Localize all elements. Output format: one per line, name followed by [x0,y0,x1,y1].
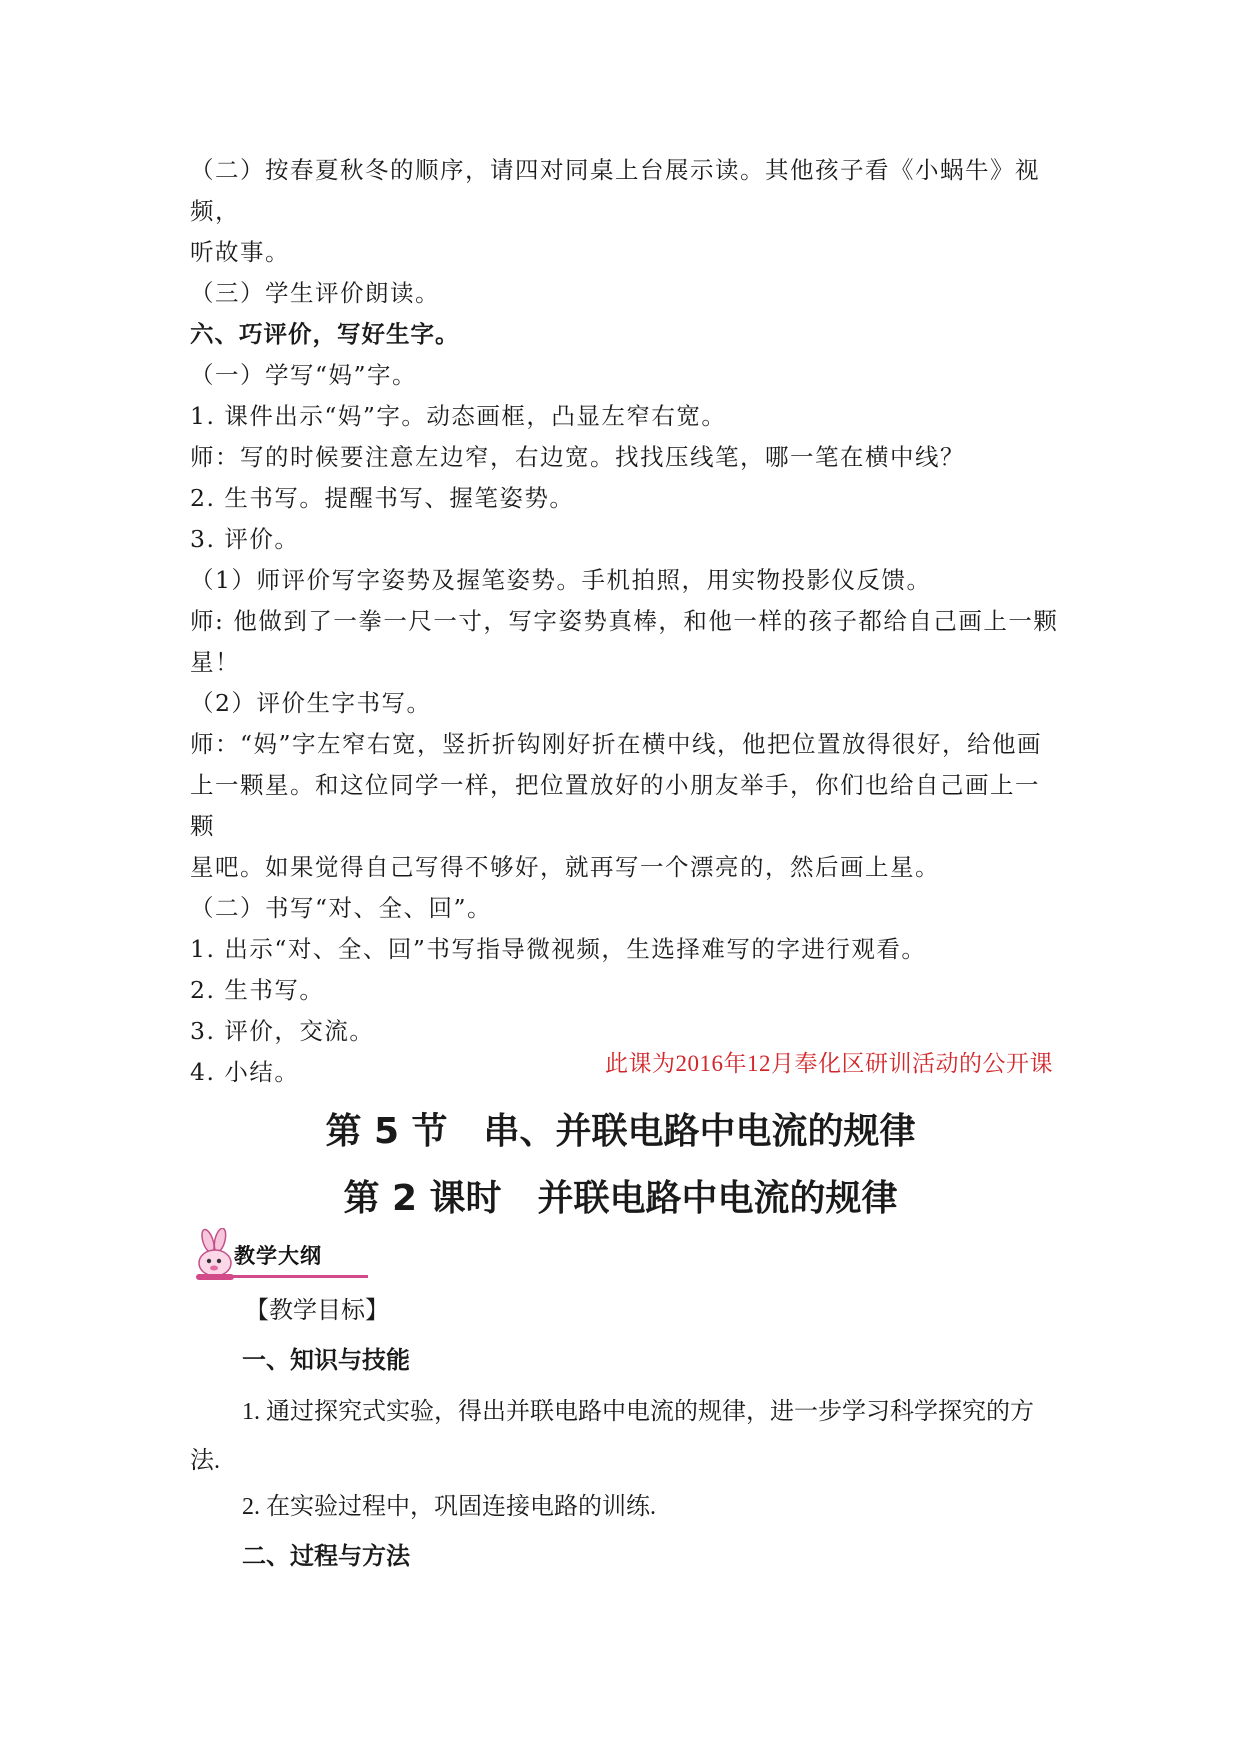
lesson-note: 此课为2016年12月奉化区研训活动的公开课 [605,1051,1053,1076]
text-line: 2. 生书写。提醒书写、握笔姿势。 [190,484,575,512]
text-line: 听故事。 [190,238,290,266]
syllabus-badge [188,1228,378,1282]
text-line: （1）师评价写字姿势及握笔姿势。手机拍照，用实物投影仪反馈。 [190,566,932,594]
subheading-process: 二、过程与方法 [242,1544,410,1570]
text-line: （2）评价生字书写。 [190,689,432,717]
text-line: （一）学写“妈”字。 [190,361,418,389]
badge-underline [228,1275,368,1278]
text-line: 1. 课件出示“妈”字。动态画框，凸显左窄右宽。 [190,402,727,430]
text-line: 3. 评价，交流。 [190,1017,375,1045]
text-line: 师：“妈”字左窄右宽，竖折折钩刚好折在横中线，他把位置放得很好，给他画 [190,730,1043,758]
text-line: 上一颗星。和这位同学一样，把位置放好的小朋友举手，你们也给自己画上一颗 [190,771,1040,840]
text-line: （二）书写“对、全、回”。 [190,894,493,922]
text-line: 4. 小结。 [190,1058,300,1086]
text-line: 星！ [190,648,240,676]
lesson-title: 第 2 课时 并联电路中电流的规律 [343,1178,898,1219]
objective-item: 2. 在实验过程中，巩固连接电路的训练. [242,1494,656,1520]
badge-label: 教学大纲 [234,1244,322,1268]
objective-item: 1. 通过探究式实验，得出并联电路中电流的规律，进一步学习科学探究的方法. [190,1399,1034,1474]
text-line: 1. 出示“对、全、回”书写指导微视频，生选择难写的字进行观看。 [190,935,927,963]
text-line: （二）按春夏秋冬的顺序，请四对同桌上台展示读。其他孩子看《小蜗牛》视频， [190,156,1040,225]
text-line: （三）学生评价朗读。 [190,279,440,307]
section-heading: 六、巧评价，写好生字。 [190,320,460,348]
lesson-steps-section [190,150,1060,1093]
text-line: 3. 评价。 [190,525,300,553]
section-title: 第 5 节 串、并联电路中电流的规律 [325,1111,916,1152]
text-line: 星吧。如果觉得自己写得不够好，就再写一个漂亮的，然后画上星。 [190,853,940,881]
text-line: 2. 生书写。 [190,976,325,1004]
text-line: 师: 他做到了一拳一尺一寸，写字姿势真棒，和他一样的孩子都给自己画上一颗 [190,607,1059,635]
objectives-heading: 【教学目标】 [245,1298,389,1324]
text-line: 师：写的时候要注意左边窄，右边宽。找找压线笔，哪一笔在横中线？ [190,443,965,471]
subheading-knowledge: 一、知识与技能 [242,1348,410,1374]
